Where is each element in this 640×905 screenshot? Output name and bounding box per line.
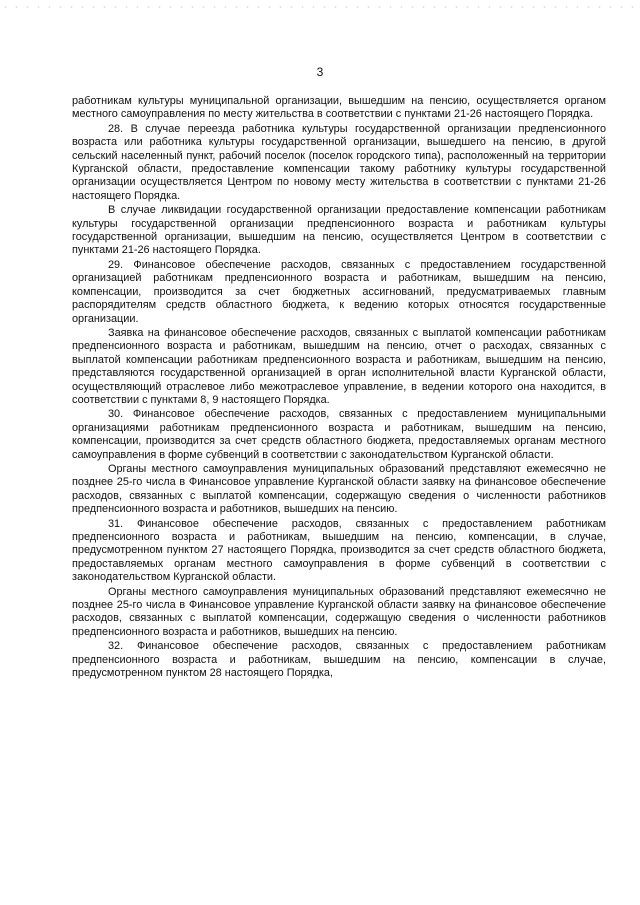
paragraph-local-authorities-1: Органы местного самоуправления муниципальных образований представляют ежемесячно не позднее 25-го числа в Финансовое управление Курганской области заявку на финансовое обеспечение расходов, связанных с выплатой компенсации, содержащую сведения о численности работников предпенсионного возраста и работников, вышедших на пенсию. xyxy=(72,462,606,516)
scan-artifact-line xyxy=(0,4,640,10)
paragraph-liquidation: В случае ликвидации государственной организации предоставление компенсации работникам культуры государственной организации предпенсионного возраста и работникам культуры государственной организации, вышедшим на пенсию, осуществляется Центром в соответствии с пунктами 21-26 настоящего Порядка. xyxy=(72,204,606,257)
paragraph-item-30: 30. Финансовое обеспечение расходов, связанных с предоставлением муниципальными организациями работникам предпенсионного возраста и работникам, вышедшим на пенсию, компенсации, производится за счет средств областного бюджета, предоставляемых органам местного самоуправления в форме субвенций в соответствии с законодательством Курганской области. xyxy=(72,408,606,461)
paragraph-continuation: работникам культуры муниципальной организации, вышедшим на пенсию, осуществляется органом местного самоуправления по месту жительства в соответствии с пунктами 21-26 настоящего Порядка. xyxy=(72,95,606,121)
paragraph-local-authorities-2: Органы местного самоуправления муниципальных образований представляют ежемесячно не позднее 25-го числа в Финансовое управление Курганской области заявку на финансовое обеспечение расходов, связанных с выплатой компенсации, содержащую сведения о численности работников предпенсионного возраста и работников, вышедших на пенсию. xyxy=(72,585,606,638)
paragraph-item-31: 31. Финансовое обеспечение расходов, связанных с предоставлением работникам предпенсионного возраста и работникам, вышедшим на пенсию, компенсации, в случае, предусмотренном пунктом 27 настоящего Порядка, производится за счет средств областного бюджета, предоставляемых органам местного самоуправления в форме субвенций в соответствии с законодательством Курганской области. xyxy=(72,517,606,584)
paragraph-item-29: 29. Финансовое обеспечение расходов, связанных с предоставлением государственной организацией работникам предпенсионного возраста и работникам, вышедшим на пенсию, компенсации, производится за счет бюджетных ассигнований, предусматриваемых главным распорядителям средств областного бюджета, к ведению которых относятся государственные организации. xyxy=(72,258,606,325)
paragraph-item-32: 32. Финансовое обеспечение расходов, связанных с предоставлением работникам предпенсионного возраста и работникам, вышедшим на пенсию, компенсации в случае, предусмотренном пунктом 28 настоящего Порядка, xyxy=(72,640,606,680)
paragraph-item-28: 28. В случае переезда работника культуры государственной организации предпенсионного возраста или работника культуры государственной организации, вышедшего на пенсию, в другой сельский населенный пункт, рабочий поселок (поселок городского типа), расположенный на территории Курганской области, предоставление компенсации такому работнику культуры государственной организации осуществляется Центром по новому месту жительства в соответствии с пунктами 21-26 настоящего Порядка. xyxy=(72,122,606,202)
paragraph-request-report: Заявка на финансовое обеспечение расходов, связанных с выплатой компенсации работникам предпенсионного возраста и работникам, вышедшим на пенсию, отчет о расходах, связанных с выплатой компенсации работникам предпенсионного возраста и работникам, вышедшим на пенсию, представляются государственной организацией в орган исполнительной власти Курганской области, осуществляющий отраслевое либо межотраслевое управление, в ведении которого она находится, в соответствии с пунктами 8, 9 настоящего Порядка. xyxy=(72,326,606,406)
document-body xyxy=(72,95,606,681)
page-number: 3 xyxy=(316,65,324,79)
